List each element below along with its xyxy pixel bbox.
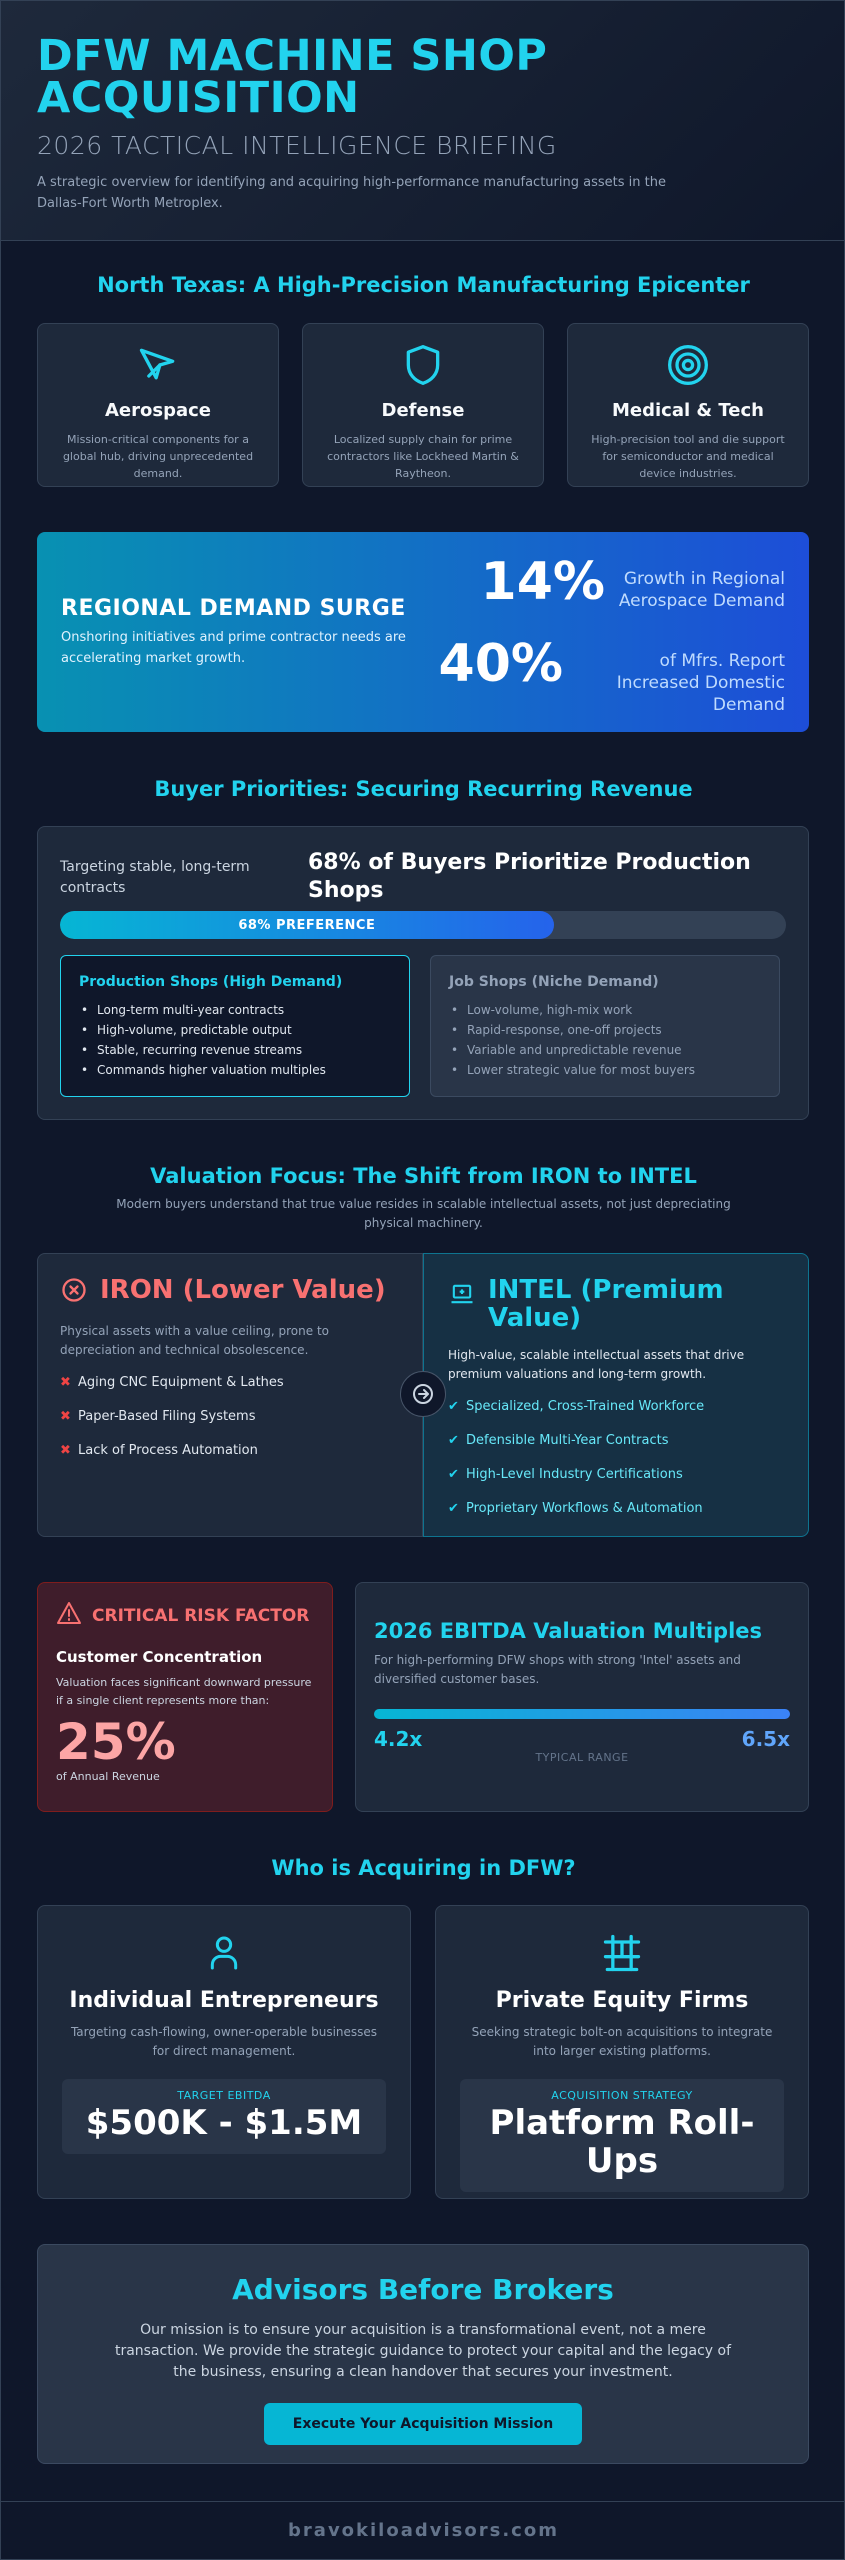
sector-desc: Mission-critical components for a global hub, driving unprecedented demand. bbox=[62, 433, 254, 480]
hero-header bbox=[1, 1, 844, 241]
critical-risk-card bbox=[37, 1582, 333, 1812]
job-list bbox=[449, 1000, 761, 1080]
list-item: • Commands higher valuation multiples bbox=[79, 1060, 391, 1080]
intel-panel bbox=[423, 1253, 809, 1537]
acquirer-card-entrepreneurs bbox=[37, 1905, 411, 2199]
ebitda-high: 6.5x bbox=[741, 1727, 790, 1751]
risk-value: 25% bbox=[56, 1713, 176, 1771]
highlight-value: Platform Roll-Ups bbox=[489, 2103, 755, 2181]
list-item: ✔ Specialized, Cross-Trained Workforce bbox=[448, 1399, 705, 1414]
list-item: ✖ Paper-Based Filing Systems bbox=[60, 1409, 256, 1424]
list-item: • High-volume, predictable output bbox=[79, 1020, 391, 1040]
x-mark-icon: ✖ bbox=[60, 1409, 71, 1424]
advisors-title: Advisors Before Brokers bbox=[232, 2273, 614, 2306]
list-item: ✖ Lack of Process Automation bbox=[60, 1443, 258, 1458]
iron-desc: Physical assets with a value ceiling, prone to depreciation and technical obsolescence. bbox=[60, 1324, 329, 1357]
ebitda-desc: For high-performing DFW shops with strong 'Intel' assets and diversified customer bases. bbox=[374, 1653, 741, 1686]
acquirer-name: Individual Entrepreneurs bbox=[69, 1988, 379, 2013]
sector-card-aerospace bbox=[37, 323, 279, 487]
check-icon: ✔ bbox=[448, 1467, 459, 1482]
production-list bbox=[79, 1000, 391, 1080]
buyer-note: Targeting stable, long-term contracts bbox=[60, 859, 250, 896]
risk-desc: Valuation faces significant downward pressure if a single client represents more than: bbox=[56, 1676, 312, 1707]
list-item: • Stable, recurring revenue streams bbox=[79, 1040, 391, 1060]
sector-cards bbox=[37, 323, 809, 487]
list-item: • Rapid-response, one-off projects bbox=[449, 1020, 761, 1040]
preference-progress-bar bbox=[60, 911, 786, 939]
x-mark-icon: ✖ bbox=[60, 1443, 71, 1458]
list-item: ✔ Proprietary Workflows & Automation bbox=[448, 1501, 703, 1516]
page-subtitle: 2026 TACTICAL INTELLIGENCE BRIEFING bbox=[37, 131, 557, 160]
list-item: • Variable and unpredictable revenue bbox=[449, 1040, 761, 1060]
ebitda-low: 4.2x bbox=[374, 1727, 423, 1751]
intel-title: INTEL (Premium Value) bbox=[488, 1275, 724, 1333]
demand-surge-banner bbox=[37, 532, 809, 732]
epicenter-title: North Texas: A High-Precision Manufacturing Epicenter bbox=[97, 273, 750, 297]
advisors-card bbox=[37, 2244, 809, 2464]
x-mark-icon: ✖ bbox=[60, 1375, 71, 1390]
sector-card-defense bbox=[302, 323, 544, 487]
highlight-caption: ACQUISITION STRATEGY bbox=[551, 2089, 693, 2102]
acquirer-desc: Seeking strategic bolt-on acquisitions to integrate into larger existing platforms. bbox=[471, 2025, 773, 2058]
plane-icon bbox=[56, 340, 260, 390]
shield-icon bbox=[321, 340, 525, 390]
sector-card-medical-tech bbox=[567, 323, 809, 487]
institution-icon bbox=[460, 1930, 784, 1976]
list-item: ✔ Defensible Multi-Year Contracts bbox=[448, 1433, 669, 1448]
laptop-icon bbox=[448, 1280, 476, 1312]
acquirer-card-private-equity bbox=[435, 1905, 809, 2199]
intel-desc: High-value, scalable intellectual assets that drive premium valuations and long-term growth. bbox=[448, 1348, 745, 1381]
sector-name: Medical & Tech bbox=[612, 400, 764, 421]
sector-name: Aerospace bbox=[104, 400, 211, 421]
risk-heading: Customer Concentration bbox=[56, 1648, 263, 1666]
highlight-value: $500K - $1.5M bbox=[85, 2103, 363, 2143]
ebitda-card bbox=[355, 1582, 809, 1812]
ebitda-title: 2026 EBITDA Valuation Multiples bbox=[374, 1619, 763, 1643]
risk-title: CRITICAL RISK FACTOR bbox=[92, 1605, 310, 1626]
advisors-desc: Our mission is to ensure your acquisition is a transformational event, not a mere transaction. We provide the strategic guidance to protect your capital and the legacy of the business, ensuring a clean handover that secures your investment. bbox=[114, 2322, 732, 2380]
valuation-subtitle: Modern buyers understand that true value resides in scalable intellectual assets, not just depreciating physical machinery. bbox=[116, 1197, 731, 1230]
iron-list bbox=[60, 1374, 400, 1460]
execute-mission-button[interactable]: Execute Your Acquisition Mission bbox=[264, 2403, 582, 2445]
check-icon: ✔ bbox=[448, 1433, 459, 1448]
stat-value: 40% bbox=[438, 634, 563, 694]
progress-label: 68% PREFERENCE bbox=[238, 917, 376, 933]
acquirer-desc: Targeting cash-flowing, owner-operable businesses for direct management. bbox=[70, 2025, 378, 2058]
job-title: Job Shops (Niche Demand) bbox=[449, 974, 659, 990]
surge-desc: Onshoring initiatives and prime contractor needs are accelerating market growth. bbox=[61, 630, 406, 666]
risk-value-label: of Annual Revenue bbox=[56, 1770, 160, 1783]
list-item: • Long-term multi-year contracts bbox=[79, 1000, 391, 1020]
list-item: • Lower strategic value for most buyers bbox=[449, 1060, 761, 1080]
warning-icon bbox=[56, 1601, 82, 1630]
x-circle-icon bbox=[60, 1276, 88, 1308]
production-shops-box bbox=[60, 955, 410, 1097]
list-item: • Low-volume, high-mix work bbox=[449, 1000, 761, 1020]
valuation-title: Valuation Focus: The Shift from IRON to INTEL bbox=[150, 1164, 697, 1188]
preference-progress-fill bbox=[60, 911, 554, 939]
stat-label: of Mfrs. Report Increased Domestic Demand bbox=[616, 651, 785, 715]
sector-desc: High-precision tool and die support for semiconductor and medical device industries. bbox=[591, 433, 785, 480]
acquirer-highlight bbox=[62, 2079, 386, 2154]
person-icon bbox=[62, 1930, 386, 1976]
iron-panel bbox=[37, 1253, 423, 1537]
ebitda-range-bar bbox=[374, 1709, 790, 1719]
footer-site[interactable]: bravokiloadvisors.com bbox=[1, 2501, 845, 2560]
page-lead: A strategic overview for identifying and acquiring high-performance manufacturing assets in the Dallas-Fort Worth Metroplex. bbox=[37, 175, 666, 211]
arrow-right-icon bbox=[400, 1371, 446, 1417]
highlight-caption: TARGET EBITDA bbox=[177, 2089, 271, 2102]
acquirer-highlight bbox=[460, 2079, 784, 2192]
ebitda-range-label: TYPICAL RANGE bbox=[535, 1751, 629, 1764]
stat-value: 14% bbox=[480, 552, 605, 612]
buyer-priorities-card bbox=[37, 826, 809, 1120]
intel-list bbox=[448, 1398, 786, 1518]
acquirer-name: Private Equity Firms bbox=[495, 1988, 749, 2013]
target-icon bbox=[586, 340, 790, 390]
page-title: DFW MACHINE SHOP ACQUISITION bbox=[37, 31, 548, 123]
surge-stat-domestic bbox=[439, 636, 785, 716]
job-shops-box bbox=[430, 955, 780, 1097]
buyer-headline: 68% of Buyers Prioritize Production Shops bbox=[308, 850, 751, 903]
check-icon: ✔ bbox=[448, 1501, 459, 1516]
surge-title: REGIONAL DEMAND SURGE bbox=[61, 596, 406, 621]
buyers-title: Buyer Priorities: Securing Recurring Revenue bbox=[154, 777, 693, 801]
check-icon: ✔ bbox=[448, 1399, 459, 1414]
list-item: ✖ Aging CNC Equipment & Lathes bbox=[60, 1375, 284, 1390]
stat-label: Growth in Regional Aerospace Demand bbox=[618, 569, 785, 611]
sector-desc: Localized supply chain for prime contractors like Lockheed Martin & Raytheon. bbox=[327, 433, 519, 480]
list-item: ✔ High-Level Industry Certifications bbox=[448, 1467, 683, 1482]
sector-name: Defense bbox=[381, 400, 465, 421]
iron-intel-comparison bbox=[37, 1253, 809, 1537]
production-title: Production Shops (High Demand) bbox=[79, 974, 343, 990]
surge-stat-aerospace bbox=[481, 554, 785, 612]
acquirers-title: Who is Acquiring in DFW? bbox=[271, 1856, 576, 1880]
iron-title: IRON (Lower Value) bbox=[100, 1275, 386, 1305]
